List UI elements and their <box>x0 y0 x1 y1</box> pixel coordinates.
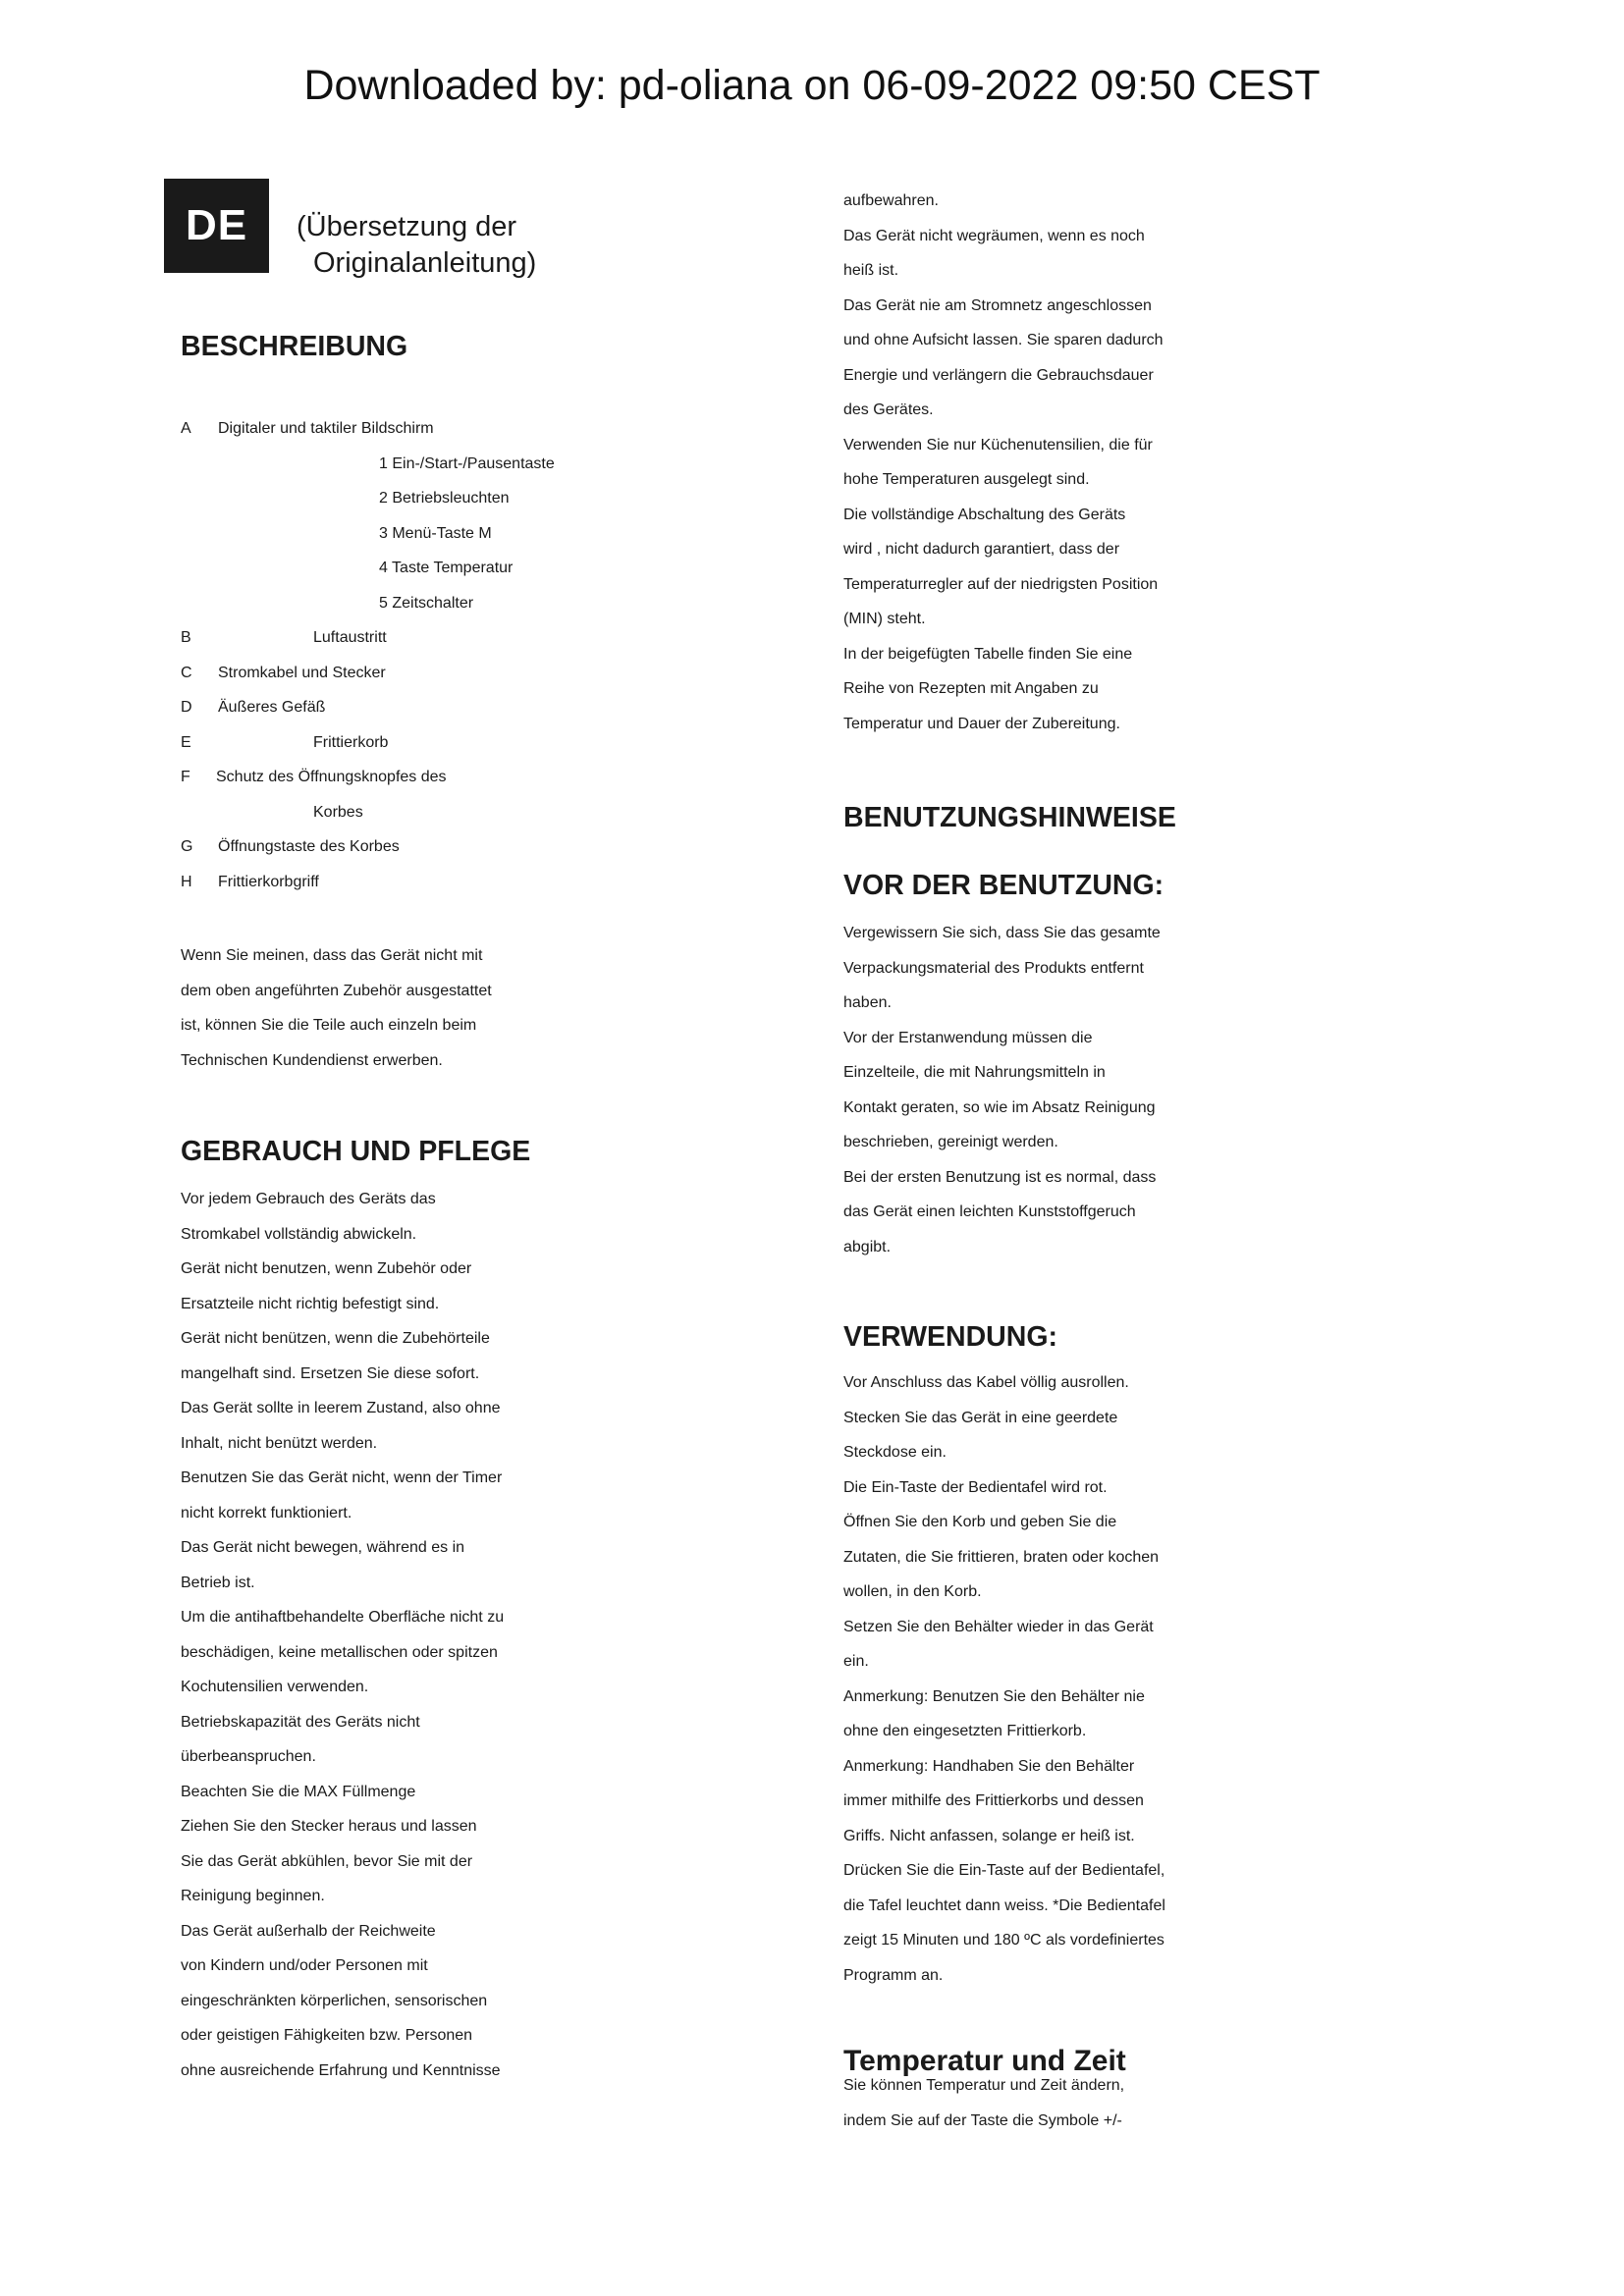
text-line: Stecken Sie das Gerät in eine geerdete <box>843 1409 1118 1426</box>
text-line: Griffs. Nicht anfassen, solange er heiß ist. <box>843 1827 1135 1844</box>
accessories-note <box>181 947 492 1087</box>
text-line: haben. <box>843 994 892 1011</box>
text-line: Bei der ersten Benutzung ist es normal, dass <box>843 1168 1157 1186</box>
text-line: Technischen Kundendienst erwerben. <box>181 1051 443 1069</box>
list-item: 1 Ein-/Start-/Pausentaste <box>379 454 555 472</box>
list-item: E Frittierkorb <box>181 733 389 751</box>
text-line: hohe Temperaturen ausgelegt sind. <box>843 471 1090 488</box>
text-line: Benutzen Sie das Gerät nicht, wenn der Timer <box>181 1469 503 1486</box>
text-line: Vor Anschluss das Kabel völlig ausrollen. <box>843 1374 1129 1391</box>
text-line: zeigt 15 Minuten und 180 ºC als vordefiniertes <box>843 1932 1164 1949</box>
text-line: beschrieben, gereinigt werden. <box>843 1134 1058 1150</box>
gebrauch-heading: GEBRAUCH UND PFLEGE <box>181 1136 531 1167</box>
text-line: wollen, in den Korb. <box>843 1583 982 1600</box>
text-line: Öffnen Sie den Korb und geben Sie die <box>843 1514 1117 1530</box>
text-line: Setzen Sie den Behälter wieder in das Gerät <box>843 1618 1154 1635</box>
list-item: H Frittierkorbgriff <box>181 873 319 890</box>
text-line: die Tafel leuchtet dann weiss. *Die Bedientafel <box>843 1896 1165 1914</box>
text-line: In der beigefügten Tabelle finden Sie eine <box>843 645 1133 663</box>
text-line: Temperaturregler auf der niedrigsten Position <box>843 575 1159 593</box>
text-line: Verwenden Sie nur Küchenutensilien, die für <box>843 436 1153 454</box>
temperatur-heading: Temperatur und Zeit <box>843 2045 1126 2077</box>
list-item: 2 Betriebsleuchten <box>379 490 510 507</box>
text-line: von Kindern und/oder Personen mit <box>181 1957 428 1974</box>
language-badge: DE <box>164 179 269 273</box>
translation-note-line: (Übersetzung der <box>297 211 517 242</box>
text-line: Reinigung beginnen. <box>181 1888 325 1904</box>
verwendung-heading: VERWENDUNG: <box>843 1321 1057 1353</box>
vor-heading: VOR DER BENUTZUNG: <box>843 870 1164 901</box>
text-line: ist, können Sie die Teile auch einzeln beim <box>181 1017 477 1034</box>
text-line: Das Gerät nicht bewegen, während es in <box>181 1539 465 1556</box>
list-item: 5 Zeitschalter <box>379 594 474 612</box>
text-line: indem Sie auf der Taste die Symbole +/- <box>843 2111 1122 2129</box>
text-line: Wenn Sie meinen, dass das Gerät nicht mit <box>181 947 483 964</box>
text-line: Betriebskapazität des Geräts nicht <box>181 1713 420 1731</box>
text-line: Steckdose ein. <box>843 1444 947 1461</box>
text-line: Betrieb ist. <box>181 1574 255 1591</box>
text-line: nicht korrekt funktioniert. <box>181 1504 352 1522</box>
list-item: Korbes <box>313 803 363 821</box>
text-line: abgibt. <box>843 1238 892 1255</box>
text-line: Anmerkung: Handhaben Sie den Behälter <box>843 1757 1135 1775</box>
text-line: und ohne Aufsicht lassen. Sie sparen dadurch <box>843 332 1164 348</box>
text-line: Beachten Sie die MAX Füllmenge <box>181 1783 416 1800</box>
text-line: dem oben angeführten Zubehör ausgestattet <box>181 982 492 999</box>
gebrauch-text <box>181 1191 504 2097</box>
text-line: heiß ist. <box>843 262 899 279</box>
text-line: Reihe von Rezepten mit Angaben zu <box>843 680 1099 697</box>
list-item: D Äußeres Gefäß <box>181 699 326 716</box>
text-line: Kochutensilien verwenden. <box>181 1679 369 1695</box>
text-line: Gerät nicht benützen, wenn die Zubehörteile <box>181 1330 490 1347</box>
text-line: Stromkabel vollständig abwickeln. <box>181 1225 417 1243</box>
vor-text <box>843 925 1161 1273</box>
text-line: Gerät nicht benutzen, wenn Zubehör oder <box>181 1260 472 1277</box>
translation-note <box>297 209 536 282</box>
list-item: C Stromkabel und Stecker <box>181 664 386 681</box>
text-line: Ersatzteile nicht richtig befestigt sind. <box>181 1295 440 1312</box>
text-line: Vor jedem Gebrauch des Geräts das <box>181 1191 436 1207</box>
list-item: A Digitaler und taktiler Bildschirm <box>181 420 434 437</box>
text-line: ein. <box>843 1653 869 1670</box>
text-line: wird , nicht dadurch garantiert, dass der <box>843 541 1120 558</box>
benutzung-heading: BENUTZUNGSHINWEISE <box>843 802 1176 833</box>
text-line: aufbewahren. <box>843 192 939 209</box>
list-item: 3 Menü-Taste M <box>379 524 492 542</box>
translation-note-line: Originalanleitung) <box>313 247 537 279</box>
list-item: B Luftaustritt <box>181 629 387 646</box>
list-item: F Schutz des Öffnungsknopfes des <box>181 769 447 785</box>
text-line: das Gerät einen leichten Kunststoffgeruch <box>843 1203 1136 1220</box>
text-line: Das Gerät außerhalb der Reichweite <box>181 1922 436 1940</box>
text-line: eingeschränkten körperlichen, sensorischen <box>181 1992 488 2009</box>
text-line: Zutaten, die Sie frittieren, braten oder kochen <box>843 1548 1160 1566</box>
text-line: Verpackungsmaterial des Produkts entfernt <box>843 959 1144 977</box>
text-line: Anmerkung: Benutzen Sie den Behälter nie <box>843 1687 1145 1705</box>
text-line: Inhalt, nicht benützt werden. <box>181 1434 378 1452</box>
text-line: ohne ausreichende Erfahrung und Kenntnisse <box>181 2061 501 2079</box>
beschreibung-heading: BESCHREIBUNG <box>181 331 408 362</box>
list-item: G Öffnungstaste des Korbes <box>181 838 400 855</box>
text-line: Sie das Gerät abkühlen, bevor Sie mit der <box>181 1852 473 1870</box>
text-line: Das Gerät nicht wegräumen, wenn es noch <box>843 227 1145 244</box>
text-line: Sie können Temperatur und Zeit ändern, <box>843 2077 1125 2094</box>
text-line: Programm an. <box>843 1966 944 1984</box>
text-line: Das Gerät sollte in leerem Zustand, also ohne <box>181 1400 501 1416</box>
text-line: ohne den eingesetzten Frittierkorb. <box>843 1723 1087 1739</box>
text-line: Vergewissern Sie sich, dass Sie das gesamte <box>843 925 1161 941</box>
text-line: Temperatur und Dauer der Zubereitung. <box>843 715 1120 732</box>
text-line: Einzelteile, die mit Nahrungsmitteln in <box>843 1064 1106 1081</box>
list-item: 4 Taste Temperatur <box>379 560 514 576</box>
text-line: beschädigen, keine metallischen oder spitzen <box>181 1643 498 1661</box>
download-banner: Downloaded by: pd-oliana on 06-09-2022 09:50 CEST <box>303 62 1321 109</box>
text-line: Die Ein-Taste der Bedientafel wird rot. <box>843 1478 1108 1496</box>
text-line: (MIN) steht. <box>843 611 926 627</box>
text-line: mangelhaft sind. Ersetzen Sie diese sofort. <box>181 1364 480 1382</box>
text-line: immer mithilfe des Frittierkorbs und dessen <box>843 1792 1144 1809</box>
continued-text <box>843 192 1164 750</box>
text-line: des Gerätes. <box>843 401 934 418</box>
text-line: Die vollständige Abschaltung des Geräts <box>843 506 1126 523</box>
text-line: oder geistigen Fähigkeiten bzw. Personen <box>181 2027 473 2044</box>
description-list <box>181 420 555 908</box>
text-line: Ziehen Sie den Stecker heraus und lassen <box>181 1818 477 1835</box>
text-line: Um die antihaftbehandelte Oberfläche nicht zu <box>181 1609 505 1626</box>
verwendung-text <box>843 1374 1165 2002</box>
text-line: überbeanspruchen. <box>181 1748 316 1765</box>
text-line: Energie und verlängern die Gebrauchsdauer <box>843 366 1154 384</box>
text-line: Vor der Erstanwendung müssen die <box>843 1029 1093 1046</box>
text-line: Kontakt geraten, so wie im Absatz Reinigung <box>843 1098 1156 1116</box>
text-line: Das Gerät nie am Stromnetz angeschlossen <box>843 296 1152 314</box>
temperatur-text <box>843 2077 1124 2147</box>
text-line: Drücken Sie die Ein-Taste auf der Bedientafel, <box>843 1862 1165 1879</box>
